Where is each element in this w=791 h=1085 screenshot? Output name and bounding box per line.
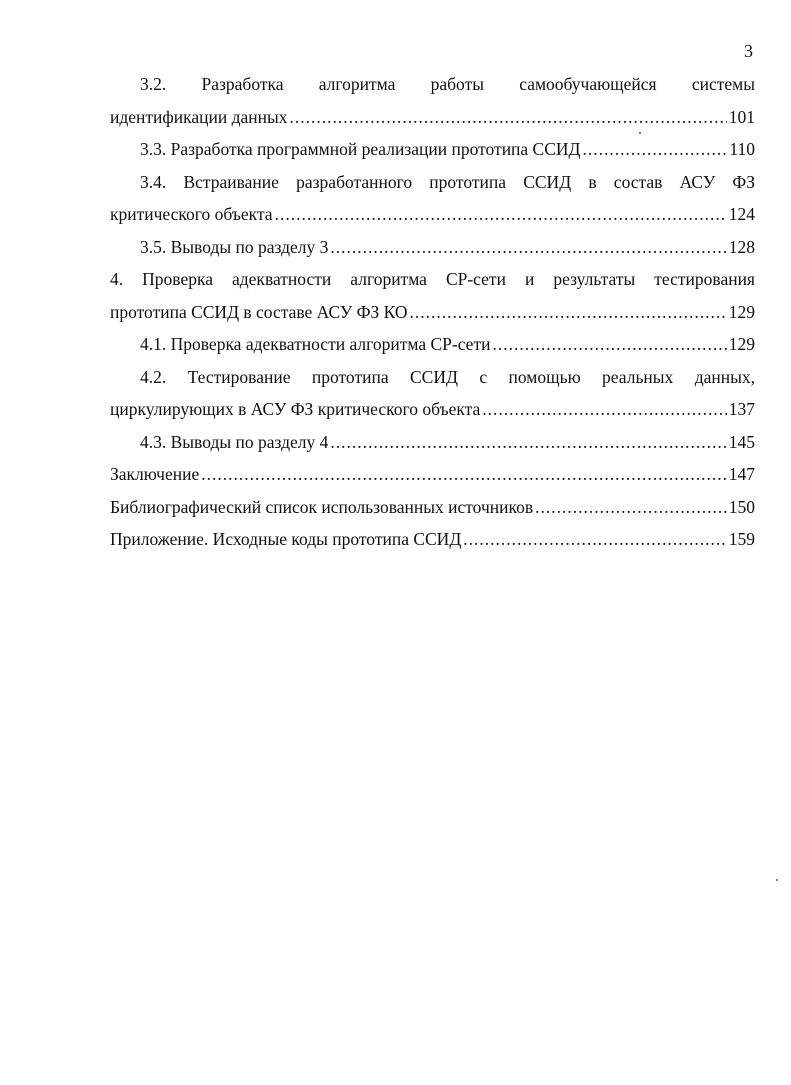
toc-entry-text: 4.3. Выводы по разделу 4: [140, 431, 329, 452]
toc-entry-last-line: [110, 296, 755, 329]
toc-page-number: 147: [728, 464, 755, 484]
toc-entry-4-2: [110, 361, 755, 426]
table-of-contents: [110, 68, 755, 556]
toc-page-number: 145: [728, 431, 755, 452]
toc-entry-text: 3.3. Разработка программной реализации прототипа ССИД: [140, 139, 581, 159]
toc-entry-text: идентификации данных: [110, 106, 288, 127]
page-number: 3: [744, 41, 753, 61]
toc-page-number: 129: [728, 334, 755, 354]
dot-leader: [275, 198, 727, 231]
toc-entry-last-line: [110, 101, 755, 134]
toc-entry-text: циркулирующих в АСУ ФЗ критического объекта: [110, 399, 481, 419]
dot-leader: [463, 523, 726, 556]
toc-entry-3-2: [110, 68, 755, 133]
toc-entry-text: прототипа ССИД в составе АСУ ФЗ КО: [110, 301, 408, 322]
toc-entry-text: Библиографический список использованных источников: [110, 496, 534, 517]
toc-page-number: 110: [729, 139, 755, 159]
toc-entry-last-line: [110, 328, 755, 361]
scan-speck: [776, 879, 778, 881]
toc-page-number: 101: [728, 106, 755, 127]
toc-entry-last-line: [110, 393, 755, 426]
toc-entry-text: 3.4. Встраивание разработанного прототипа ССИД в состав АСУ ФЗ: [140, 171, 755, 192]
toc-entry-last-line: [110, 523, 755, 556]
toc-entry-3-4: [110, 166, 755, 231]
toc-page-number: 150: [728, 496, 755, 517]
dot-leader: [535, 491, 727, 524]
toc-page-number: 124: [728, 204, 755, 224]
dot-leader: [482, 393, 726, 426]
dot-leader: [582, 133, 727, 166]
dot-leader: [201, 458, 727, 491]
dot-leader: [410, 296, 727, 329]
toc-entry-last-line: [110, 426, 755, 459]
toc-entry-3-3: [110, 133, 755, 166]
toc-page-number: 137: [728, 399, 755, 419]
toc-entry-text: Приложение. Исходные коды прототипа ССИД: [110, 529, 462, 549]
toc-entry-bibliography: [110, 491, 755, 524]
dot-leader: [290, 101, 727, 134]
toc-entry-last-line: [110, 231, 755, 264]
toc-entry-last-line: [110, 198, 755, 231]
scan-speck: [639, 132, 641, 134]
toc-entry-last-line: [110, 491, 755, 524]
toc-entry-last-line: [110, 133, 755, 166]
toc-entry-3-5: [110, 231, 755, 264]
toc-page-number: 128: [728, 236, 755, 257]
toc-entry-text: Заключение: [110, 464, 200, 484]
dot-leader: [330, 426, 726, 459]
toc-entry-last-line: [110, 458, 755, 491]
dot-leader: [330, 231, 726, 264]
toc-page-number: 159: [728, 529, 755, 549]
toc-entry-text: критического объекта: [110, 204, 273, 224]
toc-entry-text: 3.2. Разработка алгоритма работы самообучающейся системы: [140, 74, 755, 94]
dot-leader: [492, 328, 726, 361]
toc-entry-4: [110, 263, 755, 328]
toc-entry-4-1: [110, 328, 755, 361]
toc-entry-text: 4.1. Проверка адекватности алгоритма СР-сети: [140, 334, 491, 354]
toc-page-number: 129: [728, 301, 755, 322]
toc-entry-text: 4.2. Тестирование прототипа ССИД с помощью реальных данных,: [140, 366, 755, 387]
toc-entry-text: 4. Проверка адекватности алгоритма СР-сети и результаты тестирования: [110, 269, 755, 289]
toc-entry-conclusion: [110, 458, 755, 491]
toc-entry-text: 3.5. Выводы по разделу 3: [140, 236, 329, 257]
toc-entry-appendix: [110, 523, 755, 556]
toc-entry-4-3: [110, 426, 755, 459]
